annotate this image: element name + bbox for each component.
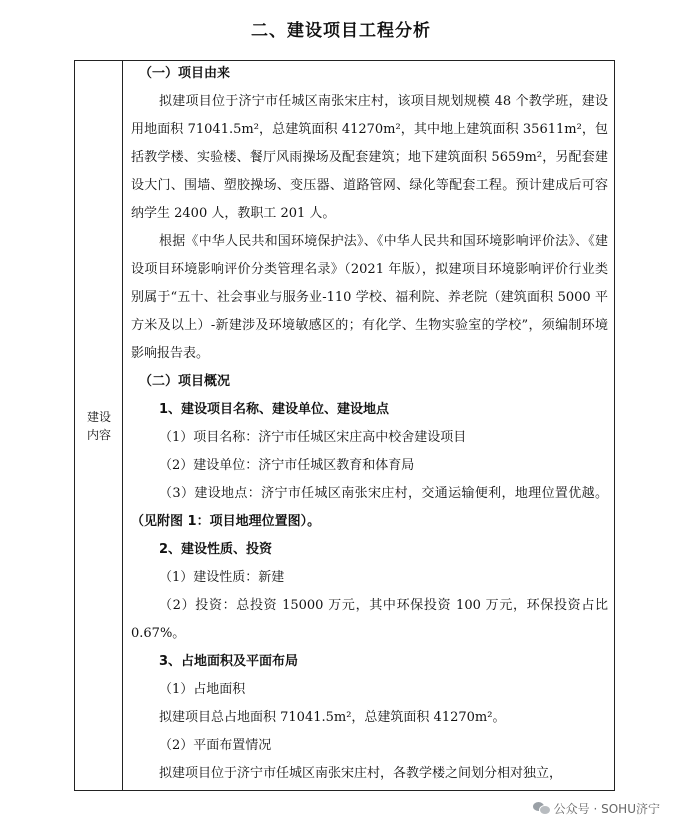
- sub2-item-nature: （1）建设性质：新建: [159, 570, 285, 585]
- sub2-item-investment: （2）投资：总投资 15000 万元，其中环保投资 100 万元，环保投资占比 0.67%。: [131, 598, 608, 641]
- subsection3-heading: 3、占地面积及平面布局: [159, 654, 299, 669]
- subsection1-heading: 1、建设项目名称、建设单位、建设地点: [159, 402, 390, 417]
- side-label-line1: 建设: [86, 410, 111, 424]
- section1-heading: （一）项目由来: [139, 66, 231, 81]
- sub1-item-location: [131, 480, 608, 536]
- wechat-icon: [533, 801, 549, 815]
- section1-paragraph-1: 拟建项目位于济宁市任城区南张宋庄村，该项目规划规模 48 个教学班，建设用地面积 71041.5m²，总建筑面积 41270m²，其中地上建筑面积 35611m²，包括教学楼、实验楼、餐厅风雨操场及配套建筑；地下建筑面积 5659m²，另配套建设大门、围墙、塑胶操场、变压器、道路管网、绿化等配套工程。预计建成后可容纳学生 2400 人，教职工 201 人。: [131, 94, 608, 221]
- sub3-item-layout-text: 拟建项目位于济宁市任城区南张宋庄村，各教学楼之间划分相对独立，: [159, 766, 563, 781]
- watermark: [533, 798, 660, 818]
- sub1-item-builder: （2）建设单位：济宁市任城区教育和体育局: [159, 458, 415, 473]
- side-label-line2: 内容: [86, 428, 111, 442]
- sub3-item-area-text: 拟建项目总占地面积 71041.5m²，总建筑面积 41270m²。: [159, 710, 506, 725]
- table-column-divider: [122, 60, 123, 791]
- sub3-item-layout-label: （2）平面布置情况: [159, 738, 272, 753]
- section2-heading: （二）项目概况: [139, 374, 231, 389]
- sub1-item-location-text: （3）建设地点：济宁市任城区南张宋庄村，交通运输便利，地理位置优越。: [159, 486, 608, 501]
- sub3-item-area-label: （1）占地面积: [159, 682, 246, 697]
- section1-paragraph-2: 根据《中华人民共和国环境保护法》、《中华人民共和国环境影响评价法》、《建设项目环境影响评价分类管理名录》（2021 年版），拟建项目环境影响评价行业类别属于“五十、社会事业与服务业-110 学校、福利院、养老院（建筑面积 5000 平方米及以上）-新建涉及环境敏感区的；有化学、生物实验室的学校”，须编制环境影响报告表。: [131, 234, 608, 361]
- page-title: 二、建设项目工程分析: [251, 21, 431, 41]
- subsection2-heading: 2、建设性质、投资: [159, 542, 273, 557]
- watermark-text: 公众号 · SOHU济宁: [553, 801, 660, 816]
- sub1-item-location-note: （见附图 1：项目地理位置图）。: [131, 514, 321, 529]
- table-side-label: [76, 408, 122, 444]
- table-content-cell: [131, 60, 608, 788]
- sub1-item-project-name: （1）项目名称：济宁市任城区宋庄高中校舍建设项目: [159, 430, 467, 445]
